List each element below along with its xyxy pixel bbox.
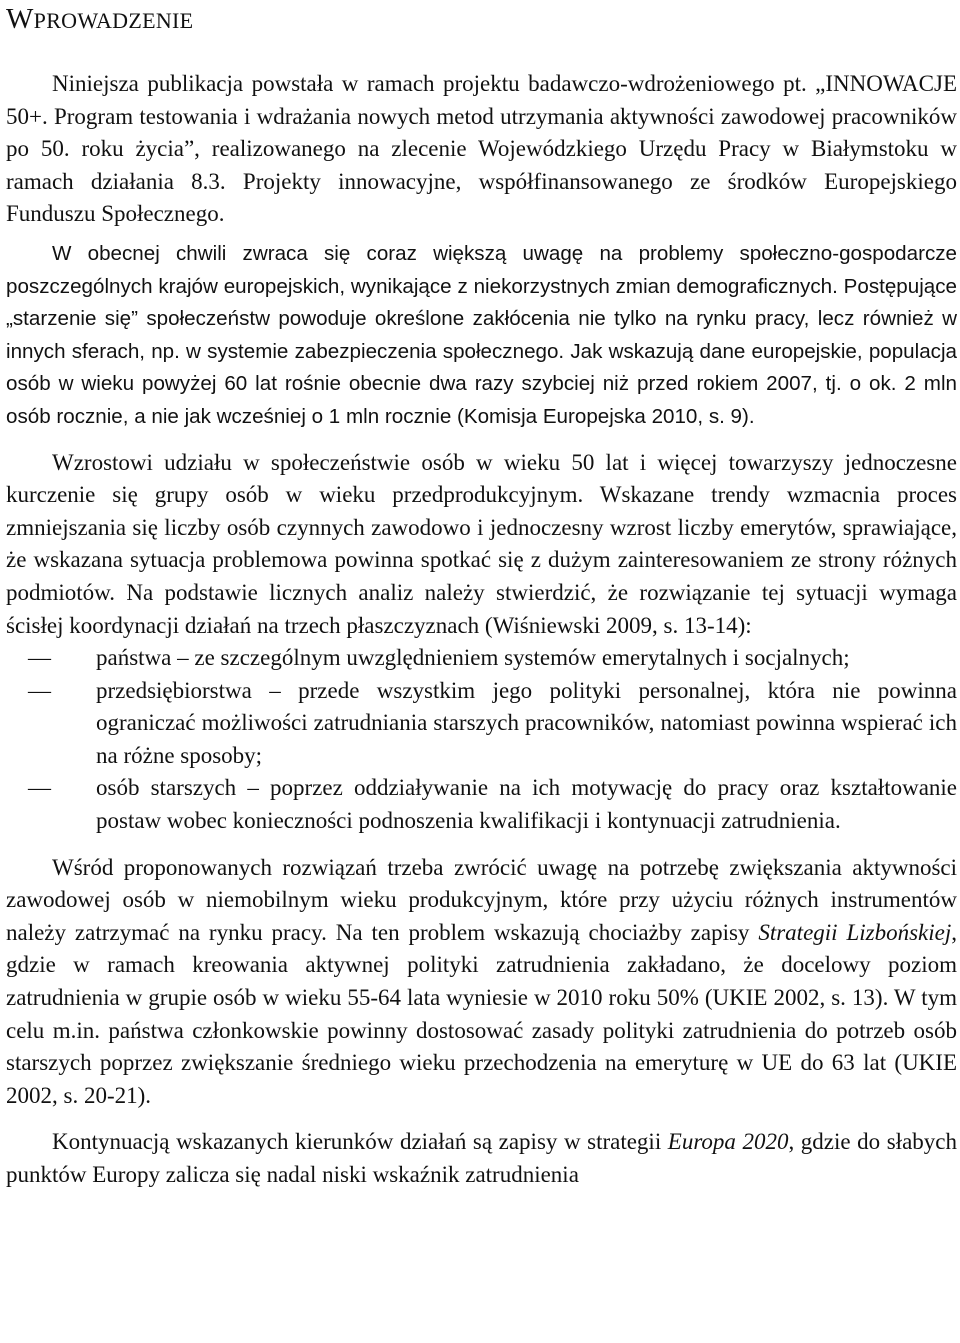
dash-bullet: —: [28, 775, 51, 801]
document-page: [6, 0, 957, 1192]
paragraph-intro: Niniejsza publikacja powstała w ramach projektu badawczo-wdrożeniowego pt. „INNOWACJE 50+. Program testowania i wdrażania nowych metod utrzymania aktywności zawodowej pracowników po 50. roku życia”, realizowanego na zlecenie Wojewódzkiego Urzędu Pracy w Białymstoku w ramach działania 8.3. Projekty innowacyjne, współfinansowanego ze środków Europejskiego Funduszu Społecznego.: [6, 71, 957, 227]
paragraph-demographics: W obecnej chwili zwraca się coraz większą uwagę na problemy społeczno-gospodarcze poszczególnych krajów europejskich, wynikające z niekorzystnych zmian demograficznych. Postępujące „starzenie się” społeczeństw powoduje określone zakłócenia nie tylko na rynku pracy, lecz również w innych sferach, np. w systemie zabezpieczenia społecznego. Jak wskazują dane europejskie, populacja osób w wieku powyżej 60 lat rośnie obecnie dwa razy szybciej niż przed rokiem 2007, tj. o ok. 2 mln osób rocznie, a nie jak wcześniej o 1 mln rocznie (Komisja Europejska 2010, s. 9).: [6, 241, 957, 428]
heading-initial: W: [6, 3, 34, 35]
paragraph-aging-trends: Wzrostowi udziału w społeczeństwie osób w wieku 50 lat i więcej towarzyszy jednoczesne kurczenie się grupy osób w wieku przedprodukcyjnym. Wskazane trendy wzmacnia proces zmniejszania się liczby osób czynnych zawodowo i jednoczesny wzrost liczby emerytów, sprawiające, że wskazana sytuacja problemowa powinna spotkać się z dużym zainteresowaniem ze strony różnych podmiotów. Na podstawie licznych analiz należy stwierdzić, że rozwiązanie tej sytuacji wymaga ścisłej koordynacji działań na trzech płaszczyznach (Wiśniewski 2009, s. 13-14):: [6, 449, 957, 638]
strategy-title: Strategii Lizbońskiej: [758, 919, 952, 945]
coordination-levels-list: [6, 642, 957, 838]
paragraph-text: , gdzie do słabych punktów Europy zalicza się nadal niski wskaźnik zatrudnienia: [6, 1129, 957, 1187]
dash-bullet: —: [28, 677, 51, 703]
paragraph-europe-2020: [6, 1126, 957, 1191]
paragraph-text: Kontynuacją wskazanych kierunków działań są zapisy w strategii: [52, 1129, 668, 1155]
list-item-text: państwa – ze szczególnym uwzględnieniem systemów emerytalnych i socjalnych;: [96, 645, 850, 671]
heading-rest: PROWADZENIE: [33, 8, 194, 33]
list-item: [6, 675, 957, 773]
paragraph-text: , gdzie w ramach kreowania aktywnej polityki zatrudnienia zakładano, że docelowy poziom zatrudnienia w grupie osób w wieku 55-64 lata wyniesie w 2010 roku 50% (UKIE 2002, s. 13). W tym celu m.in. państwa członkowskie powinny dostosować zasady polityki zatrudnienia do potrzeb osób starszych poprzez zwiększanie średniego wieku przechodzenia na emeryturę w UE do 63 lat (UKIE 2002, s. 20-21).: [6, 919, 958, 1108]
paragraph-lisbon-strategy: [6, 852, 957, 1113]
list-item: [6, 642, 957, 675]
dash-bullet: —: [28, 645, 51, 671]
strategy-title: Europa 2020: [667, 1129, 789, 1155]
list-item-text: osób starszych – poprzez oddziaływanie na ich motywację do pracy oraz kształtowanie postaw wobec konieczności podnoszenia kwalifikacji i kontynuacji zatrudnienia.: [96, 775, 957, 834]
list-item: [6, 772, 957, 837]
list-item-text: przedsiębiorstwa – przede wszystkim jego polityki personalnej, która nie powinna ograniczać możliwości zatrudniania starszych pracowników, natomiast powinna wspierać ich na różne sposoby;: [96, 677, 957, 768]
section-heading: [6, 0, 957, 42]
paragraph-text: Wśród proponowanych rozwiązań trzeba zwrócić uwagę na potrzebę zwiększania aktywności zawodowej osób w niemobilnym wieku produkcyjnym, które przy użyciu różnych instrumentów należy zatrzymać na rynku pracy. Na ten problem wskazują chociażby zapisy: [6, 854, 957, 945]
